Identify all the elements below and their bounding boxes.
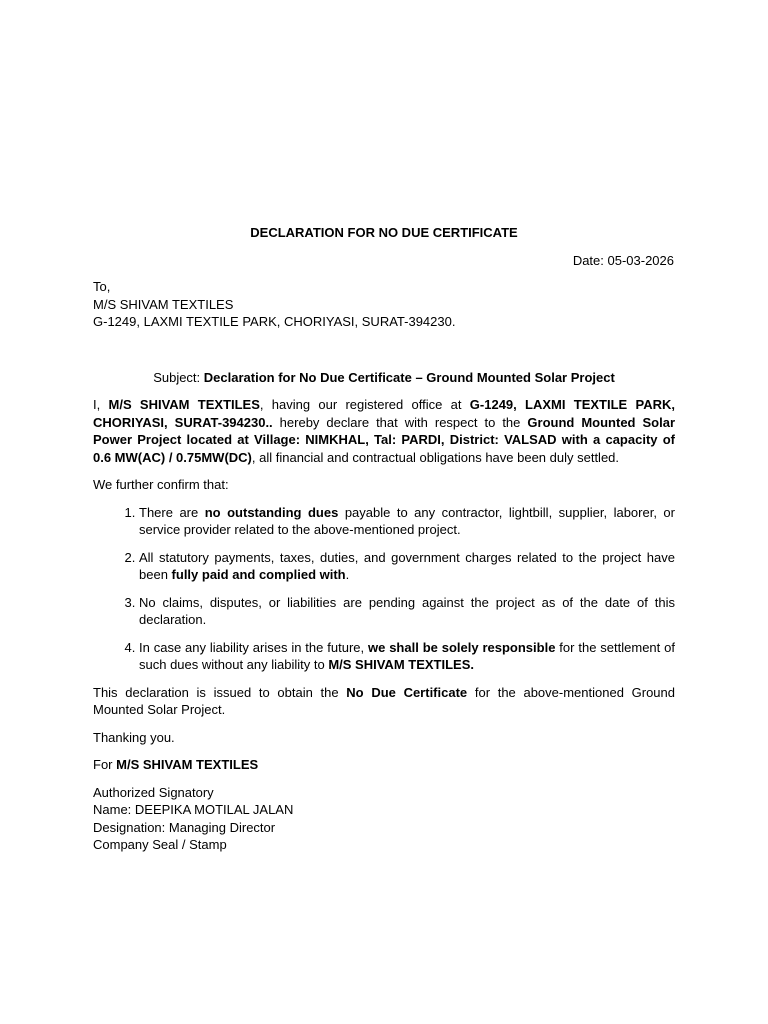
list-item <box>139 639 675 674</box>
list-item <box>139 549 675 584</box>
recipient-address: G-1249, LAXMI TEXTILE PARK, CHORIYASI, SURAT-394230. <box>93 314 456 329</box>
document-title: DECLARATION FOR NO DUE CERTIFICATE <box>250 225 518 240</box>
closing-text-1: This declaration is issued to obtain the <box>93 684 347 700</box>
recipient-block <box>93 278 675 331</box>
item-bold: no outstanding dues <box>204 504 339 520</box>
subject-text: Declaration for No Due Certificate – Ground Mounted Solar Project <box>203 370 615 385</box>
list-item <box>139 594 675 629</box>
confirm-intro: We further confirm that: <box>93 477 229 492</box>
signatory-designation: Designation: Managing Director <box>93 819 276 835</box>
list-item <box>139 504 675 539</box>
signatory-name: Name: DEEPIKA MOTILAL JALAN <box>93 802 294 817</box>
item-text: . <box>345 567 350 582</box>
company-seal-label: Company Seal / Stamp <box>93 837 227 852</box>
thanks-line: Thanking you. <box>93 729 175 745</box>
signature-block <box>93 784 675 854</box>
date-line: Date: 05-03-2026 <box>572 253 674 268</box>
item-text: for the settlement of such dues without any liability to <box>139 639 675 672</box>
item-text: In case any liability arises in the future, <box>139 639 368 655</box>
subject-prefix: Subject: <box>153 370 204 385</box>
intro-project: Ground Mounted Solar Power Project located at Village: NIMKHAL, Tal: PARDI, District: VALSAD with a capacity of 0.6 MW(AC) / 0.75MW(DC) <box>93 414 675 465</box>
item-bold: fully paid and complied with <box>171 567 346 582</box>
intro-text-3: hereby declare that with respect to the <box>272 414 528 430</box>
to-label: To, <box>93 279 111 294</box>
subject-line <box>0 369 768 387</box>
intro-text-4: , all financial and contractual obligations have been duly settled. <box>251 449 620 465</box>
intro-company: M/S SHIVAM TEXTILES <box>108 397 260 412</box>
item-bold: we shall be solely responsible <box>367 639 556 655</box>
closing-bold: No Due Certificate <box>346 684 468 700</box>
for-line <box>93 756 675 774</box>
item-bold: M/S SHIVAM TEXTILES. <box>328 657 474 672</box>
intro-office: G-1249, LAXMI TEXTILE PARK, CHORIYASI, SURAT-394230.. <box>93 397 675 430</box>
intro-text-2: , having our registered office at <box>259 397 470 412</box>
item-text: All statutory payments, taxes, duties, and government charges related to the project have been <box>139 549 675 582</box>
signatory-role: Authorized Signatory <box>93 784 214 800</box>
confirmation-list <box>93 504 675 674</box>
intro-text-1: I, <box>93 397 109 412</box>
item-text: No claims, disputes, or liabilities are pending against the project as of the date of this declaration. <box>139 594 675 627</box>
for-prefix: For <box>93 757 117 772</box>
recipient-name: M/S SHIVAM TEXTILES <box>93 296 234 312</box>
item-text: There are <box>139 504 205 520</box>
item-text: payable to any contractor, lightbill, supplier, laborer, or service provider related to the above-mentioned project. <box>139 504 675 537</box>
intro-paragraph <box>93 396 675 466</box>
for-company: M/S SHIVAM TEXTILES <box>116 757 259 772</box>
closing-paragraph <box>93 684 675 719</box>
closing-text-2: for the above-mentioned Ground Mounted Solar Project. <box>93 684 675 717</box>
declaration-body <box>93 396 675 854</box>
